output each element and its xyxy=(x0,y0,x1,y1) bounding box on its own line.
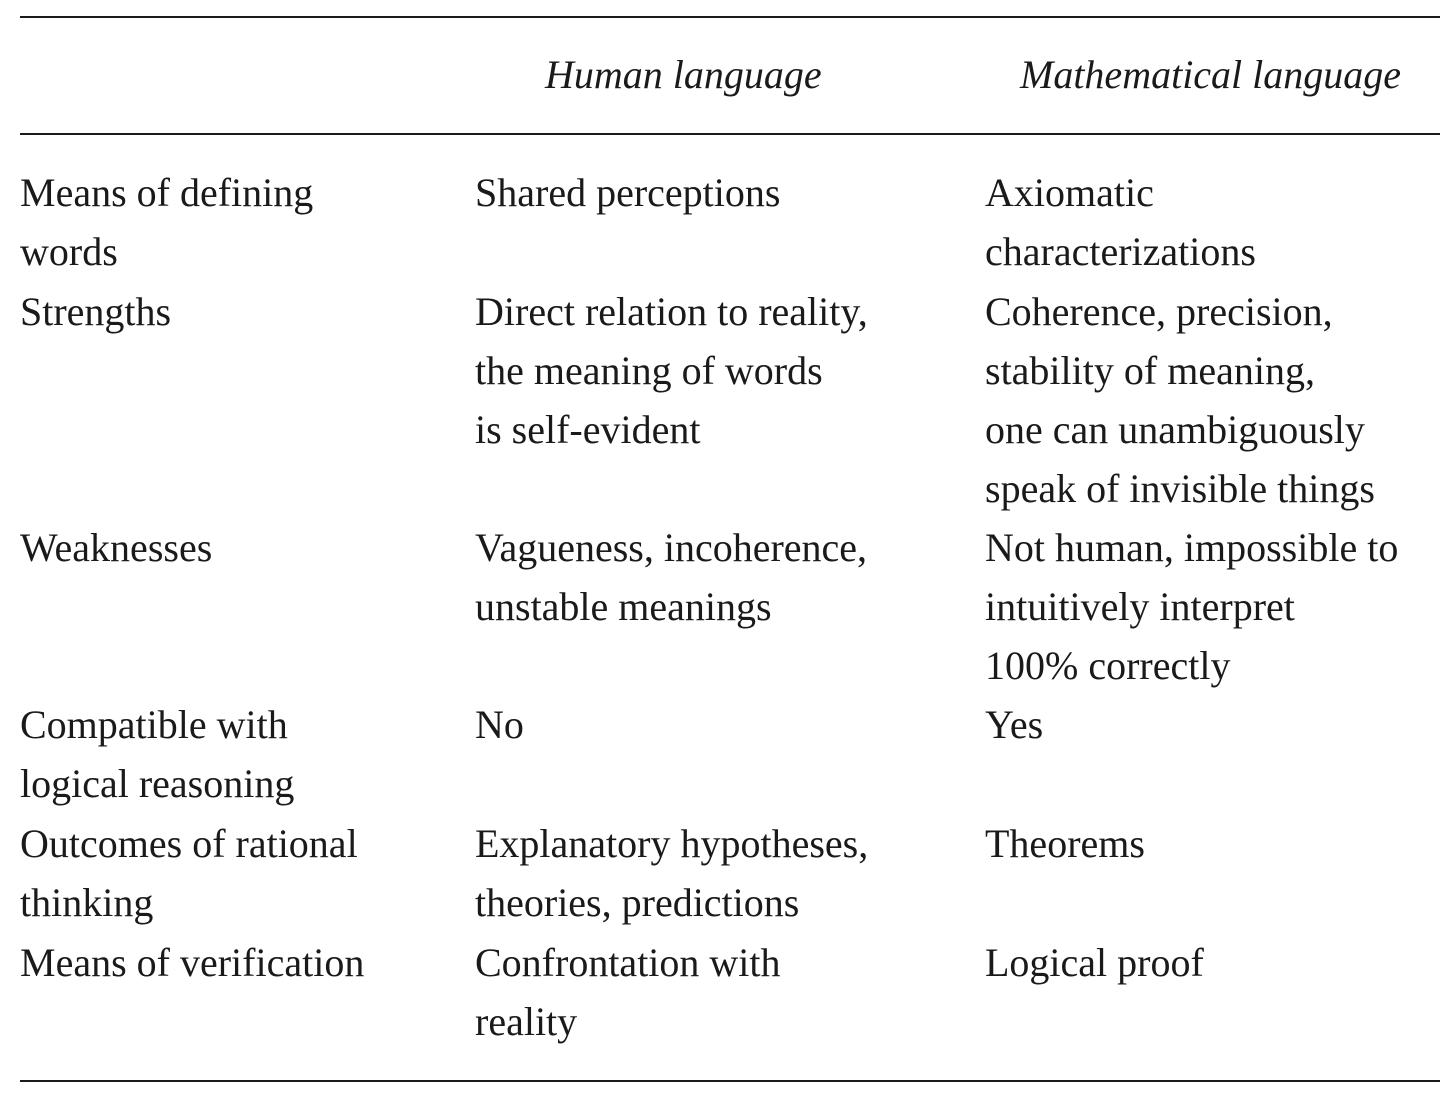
column-header-mathematical-language: Mathematical language xyxy=(1020,52,1402,97)
cell-line: Theorems xyxy=(985,821,1145,866)
row-label xyxy=(20,695,460,813)
cell-line: Logical proof xyxy=(985,940,1204,985)
cell-line: 100% correctly xyxy=(985,643,1231,688)
cell-line: Outcomes of rational xyxy=(20,821,358,866)
cell-line: stability of meaning, xyxy=(985,348,1315,393)
row-label xyxy=(20,163,460,281)
cell-line: Weaknesses xyxy=(20,525,213,570)
mathematical-language-cell xyxy=(985,814,1454,873)
column-header-human-language: Human language xyxy=(545,52,822,97)
cell-line: reality xyxy=(475,999,578,1044)
table-top-rule xyxy=(20,16,1440,18)
mathematical-language-cell xyxy=(985,933,1454,992)
cell-line: theories, predictions xyxy=(475,880,800,925)
cell-line: words xyxy=(20,229,118,274)
cell-line: Direct relation to reality, xyxy=(475,289,868,334)
cell-line: Confrontation with xyxy=(475,940,781,985)
cell-line: Vagueness, incoherence, xyxy=(475,525,868,570)
cell-line: Axiomatic xyxy=(985,170,1154,215)
human-language-cell xyxy=(475,814,965,932)
table-bottom-rule xyxy=(20,1080,1440,1082)
cell-line: Coherence, precision, xyxy=(985,289,1333,334)
table-header-rule xyxy=(20,133,1440,135)
cell-line: Means of defining xyxy=(20,170,314,215)
cell-line: is self-evident xyxy=(475,407,701,452)
row-label xyxy=(20,814,460,932)
cell-line: No xyxy=(475,702,524,747)
cell-line: Explanatory hypotheses, xyxy=(475,821,869,866)
mathematical-language-cell xyxy=(985,163,1454,281)
cell-line: one can unambiguously xyxy=(985,407,1365,452)
cell-line: Means of verification xyxy=(20,940,365,985)
cell-line: Not human, impossible to xyxy=(985,525,1399,570)
cell-line: thinking xyxy=(20,880,154,925)
cell-line: intuitively interpret xyxy=(985,584,1295,629)
cell-line: logical reasoning xyxy=(20,761,295,806)
cell-line: Shared perceptions xyxy=(475,170,781,215)
mathematical-language-cell xyxy=(985,695,1454,754)
row-label xyxy=(20,933,460,992)
human-language-cell xyxy=(475,518,965,636)
cell-line: unstable meanings xyxy=(475,584,772,629)
cell-line: characterizations xyxy=(985,229,1256,274)
cell-line: speak of invisible things xyxy=(985,466,1375,511)
cell-line: Strengths xyxy=(20,289,172,334)
human-language-cell xyxy=(475,695,965,754)
cell-line: Compatible with xyxy=(20,702,288,747)
human-language-cell xyxy=(475,282,965,459)
human-language-cell xyxy=(475,933,965,1051)
mathematical-language-cell xyxy=(985,518,1454,695)
row-label xyxy=(20,518,460,577)
cell-line: the meaning of words xyxy=(475,348,823,393)
human-language-cell xyxy=(475,163,965,222)
cell-line: Yes xyxy=(985,702,1044,747)
row-label xyxy=(20,282,460,341)
mathematical-language-cell xyxy=(985,282,1454,518)
